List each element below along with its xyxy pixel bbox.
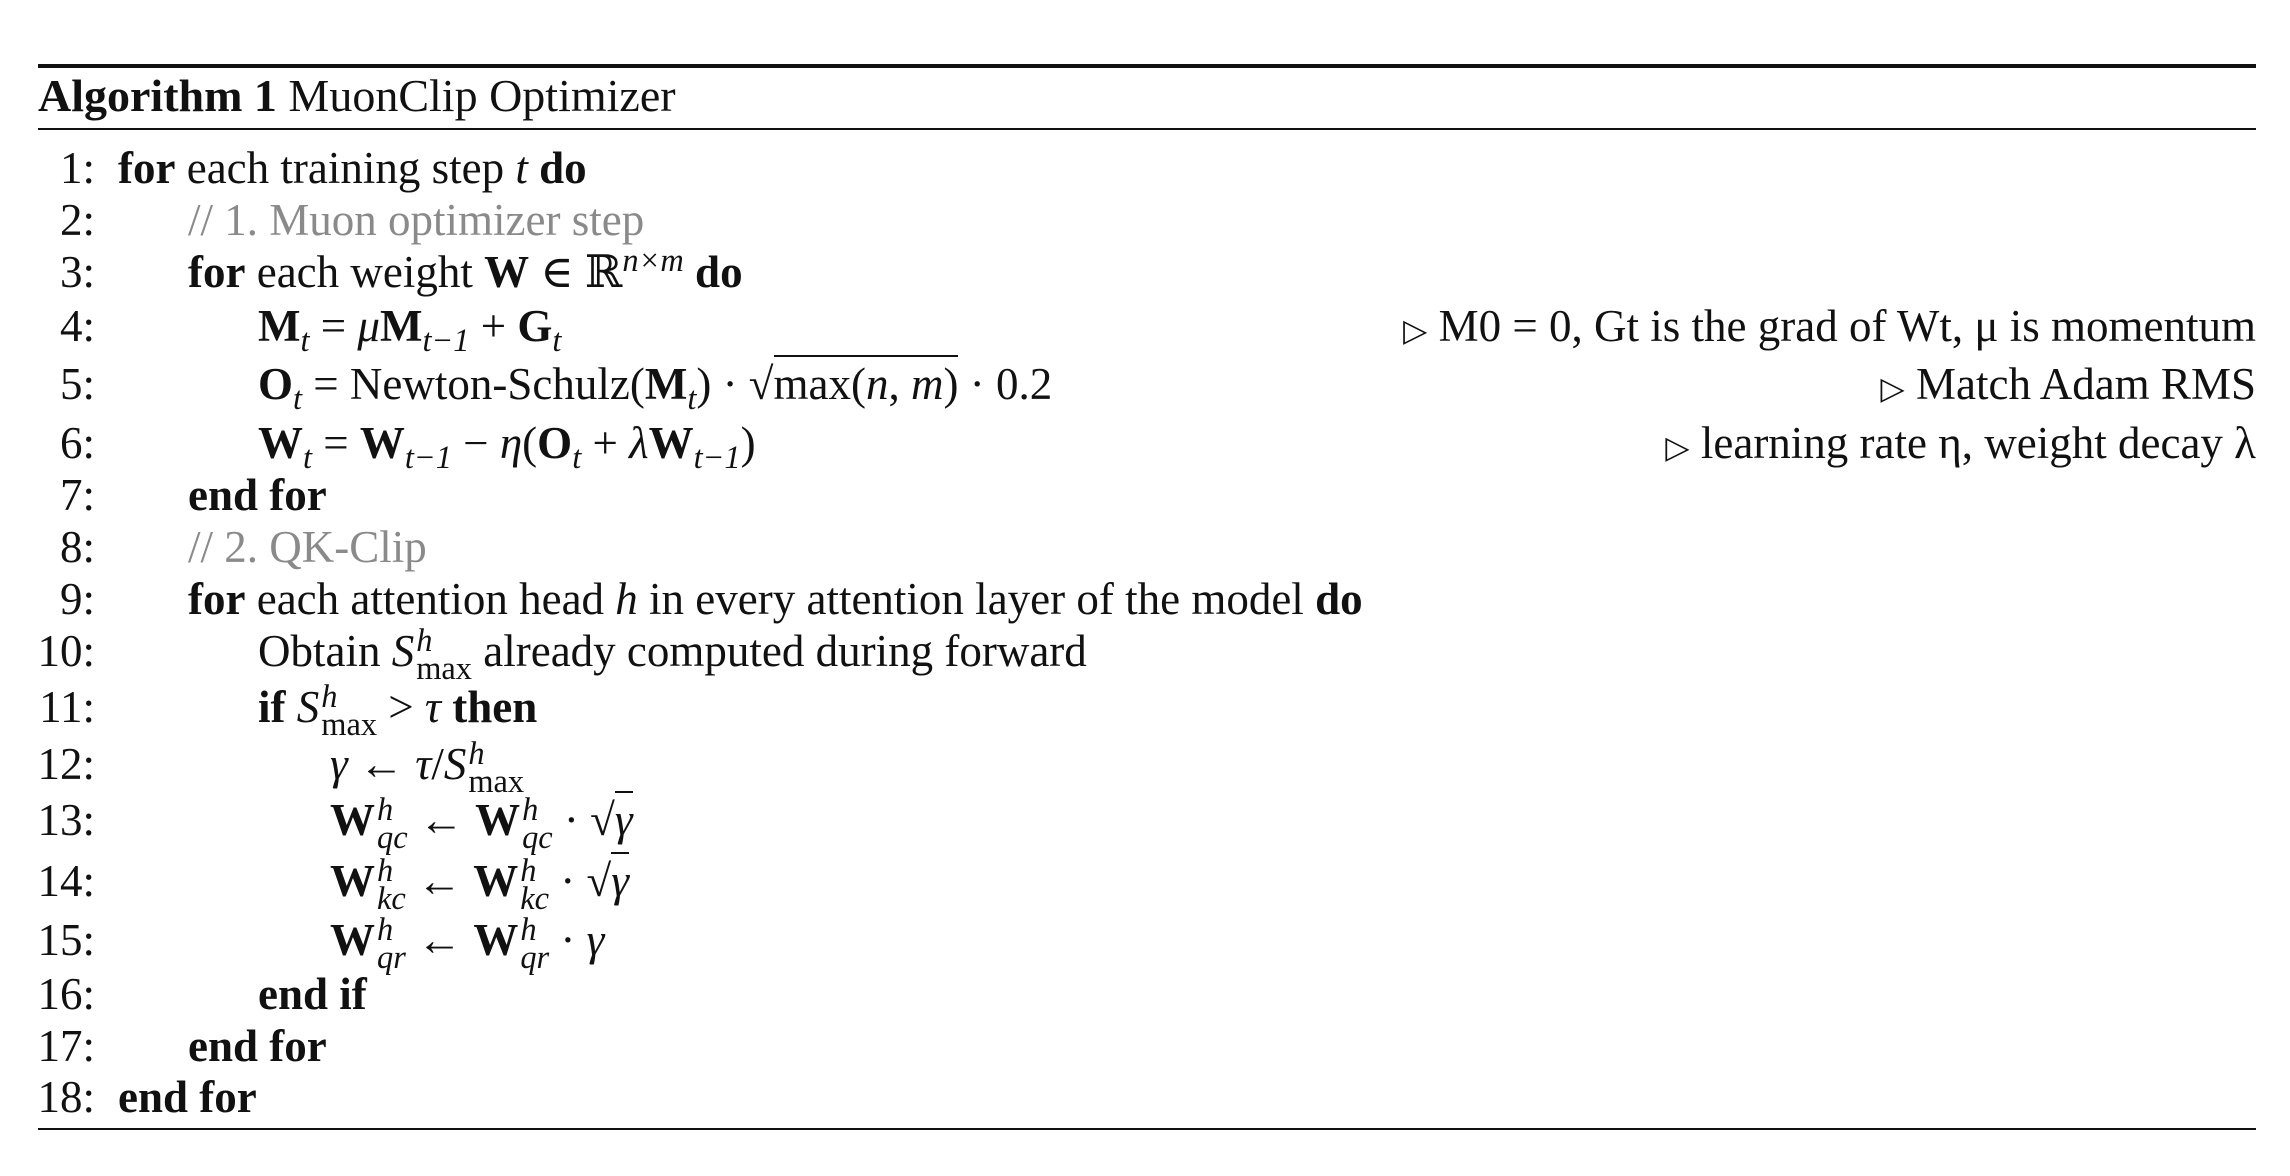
- algo-line-16: [0, 967, 2290, 1021]
- line-number: 3:: [59, 247, 95, 297]
- line-comment: ▷ M0 = 0, Gt is the grad of Wt, μ is momentum: [1403, 301, 2256, 351]
- line-number: 8:: [59, 522, 95, 572]
- comment-triangle-icon: ▷: [1880, 371, 1905, 406]
- line-number: 14:: [37, 856, 95, 906]
- algo-line-4: [0, 299, 2290, 359]
- algorithm-title: [38, 64, 676, 128]
- line-code: end for: [188, 1021, 327, 1071]
- line-number: 10:: [37, 626, 95, 676]
- algo-line-14: [0, 853, 2290, 917]
- line-code: for each weight W ∈ ℝ$^{n\times m}$ do: [188, 243, 743, 297]
- algo-line-1: [0, 141, 2290, 195]
- algo-line-15: [0, 912, 2290, 976]
- line-comment: ▷ Match Adam RMS: [1880, 359, 2256, 409]
- comment-triangle-icon: ▷: [1665, 430, 1690, 465]
- algo-line-10: [0, 623, 2290, 687]
- line-code: end if: [258, 969, 367, 1019]
- line-number: 18:: [37, 1072, 95, 1122]
- line-code: γ ← τ/S h max: [330, 736, 525, 800]
- line-code: $M_t = \mu M_{t-1} + G_t$: [258, 301, 562, 359]
- line-number: 12:: [37, 739, 95, 789]
- line-code: $O_t$ = Newton-$Schulz(M_t) \cdot √\max(n$, m) · 0.2: [258, 357, 1052, 411]
- comment-muon-step: // 1. Muon optimizer step: [188, 195, 645, 245]
- line-number: 5:: [59, 359, 95, 409]
- algo-line-2: [0, 193, 2290, 247]
- line-number: 9:: [59, 574, 95, 624]
- algo-line-6: [0, 416, 2290, 476]
- line-code: $W_t = W_{t-1} - \eta(O_t + \lambda W_{t-1})$: [258, 418, 756, 476]
- line-number: 4:: [59, 301, 95, 351]
- line-number: 6:: [59, 418, 95, 468]
- algo-line-12: [0, 736, 2290, 800]
- algo-line-7: [0, 468, 2290, 522]
- line-code: W h qr ← W h qr · γ: [330, 912, 605, 976]
- algorithm-name: MuonClip Optimizer: [288, 70, 676, 121]
- bottom-rule: [38, 1128, 2256, 1130]
- title-rule: [38, 128, 2256, 130]
- line-number: 7:: [59, 470, 95, 520]
- line-code: W h kc ← W h kc · √γ: [330, 853, 629, 917]
- algo-line-8: [0, 520, 2290, 574]
- line-number: 17:: [37, 1021, 95, 1071]
- comment-triangle-icon: ▷: [1403, 313, 1428, 348]
- line-number: 13:: [37, 795, 95, 845]
- algorithm-label: Algorithm 1: [38, 70, 277, 121]
- line-code: end for: [118, 1072, 257, 1122]
- line-code: end for: [188, 470, 327, 520]
- line-number: 15:: [37, 915, 95, 965]
- line-number: 1:: [59, 143, 95, 193]
- line-code: for each training step t do: [118, 143, 587, 193]
- algo-line-3: [0, 245, 2290, 299]
- algo-line-11: [0, 679, 2290, 743]
- line-number: 11:: [39, 682, 95, 732]
- line-code: for each attention head h in every attention layer of the model do: [188, 574, 1363, 624]
- algo-line-17: [0, 1019, 2290, 1073]
- algo-line-9: [0, 572, 2290, 626]
- line-number: 2:: [59, 195, 95, 245]
- line-comment: ▷ learning rate η, weight decay λ: [1665, 418, 2256, 468]
- line-code: if S h max > τ then: [258, 679, 538, 743]
- algo-line-18: [0, 1070, 2290, 1124]
- algo-line-13: [0, 792, 2290, 856]
- algo-line-5: [0, 357, 2290, 417]
- line-number: 16:: [37, 969, 95, 1019]
- line-code: W h qc ← W h qc · √γ: [330, 792, 633, 856]
- comment-qk-clip: // 2. QK-Clip: [188, 522, 427, 572]
- line-code: Obtain S h max already computed during forward: [258, 623, 1087, 687]
